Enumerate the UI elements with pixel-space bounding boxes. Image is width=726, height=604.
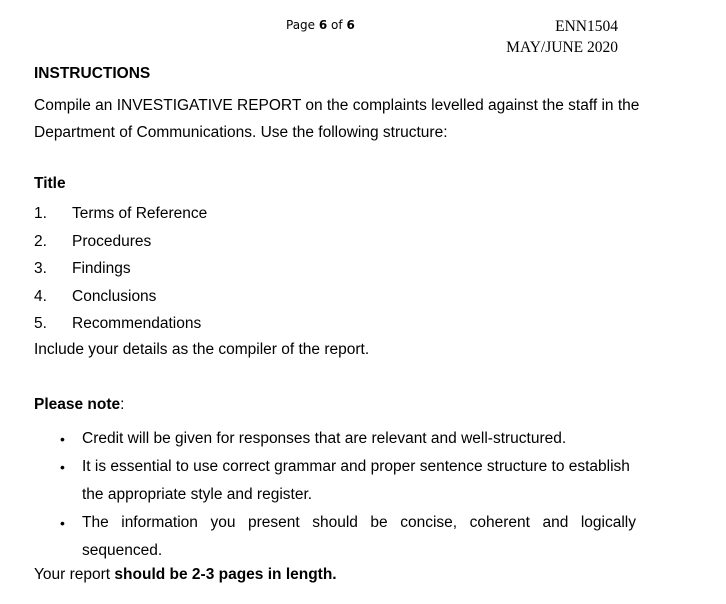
structure-item-label: Conclusions — [72, 287, 157, 305]
structure-item — [34, 202, 207, 230]
page-number — [286, 18, 355, 32]
structure-item — [34, 312, 207, 340]
note-item — [60, 453, 636, 509]
structure-item-number: 1. — [34, 205, 47, 222]
please-note-label: Please note — [34, 396, 121, 413]
structure-item-number: 2. — [34, 232, 47, 250]
page-total: 6 — [346, 18, 355, 32]
structure-item — [34, 230, 207, 258]
please-note-colon: : — [120, 396, 125, 413]
page-prefix: Page — [286, 18, 319, 32]
note-text: The information you present should be concise, coherent and logically sequenced. — [82, 514, 636, 559]
page-separator: of — [327, 18, 347, 32]
note-item — [60, 425, 636, 453]
page-current: 6 — [318, 18, 328, 32]
structure-item-number: 4. — [34, 287, 47, 305]
bullet-icon: • — [60, 431, 65, 447]
bullet-icon: • — [60, 515, 65, 531]
bullet-icon: • — [60, 459, 65, 475]
course-code: ENN1504 — [555, 18, 618, 35]
note-text: Credit will be given for responses that are relevant and well-structured. — [82, 430, 567, 447]
structure-item-number: 5. — [34, 315, 47, 333]
structure-item-label: Terms of Reference — [72, 205, 208, 222]
structure-item — [34, 257, 207, 285]
course-info — [506, 16, 618, 58]
please-note-heading — [34, 396, 124, 414]
structure-list — [34, 202, 207, 340]
report-length-prefix: Your report — [34, 566, 115, 583]
note-item — [60, 509, 636, 565]
exam-session: MAY/JUNE 2020 — [506, 39, 618, 56]
instructions-body: Compile an INVESTIGATIVE REPORT on the complaints levelled against the staff in the Department of Communications. Use the following structure: — [34, 97, 640, 141]
report-length-emphasis: should be 2-3 pages in length. — [114, 566, 337, 583]
report-length-line — [34, 566, 337, 584]
instructions-heading: INSTRUCTIONS — [34, 65, 151, 82]
note-list — [60, 425, 636, 565]
structure-item-label: Findings — [72, 260, 131, 278]
structure-item-number: 3. — [34, 260, 47, 278]
note-text: It is essential to use correct grammar and proper sentence structure to establish the appropriate style and register. — [82, 458, 630, 503]
structure-item — [34, 285, 207, 313]
structure-title: Title — [34, 175, 66, 192]
include-details-line: Include your details as the compiler of the report. — [34, 341, 370, 358]
structure-item-label: Procedures — [72, 232, 152, 250]
structure-item-label: Recommendations — [72, 315, 202, 333]
